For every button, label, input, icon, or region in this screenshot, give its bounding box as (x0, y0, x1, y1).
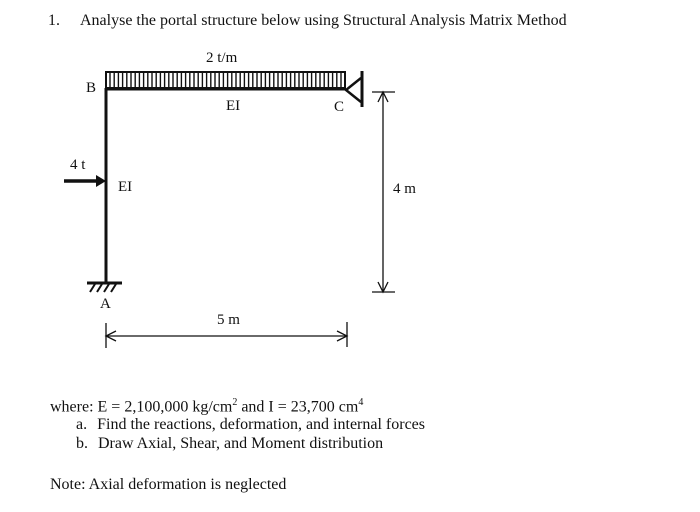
note: Note: Axial deformation is neglected (50, 476, 287, 493)
question-number: 1. (48, 12, 60, 29)
height-dimension (372, 92, 395, 292)
given-values: where: E = 2,100,000 $kg/cm^2$ and I = 23,700 $cm^4$ (50, 397, 364, 416)
fixed-support-a (87, 283, 122, 292)
load-label: 2 t/m (206, 50, 238, 66)
node-a-label: A (100, 296, 111, 312)
point-load-label: 4 t (70, 157, 86, 173)
node-c-label: C (334, 99, 345, 115)
point-load-arrow (64, 175, 106, 187)
task-a: a. Find the reactions, deformation, and internal forces (76, 416, 425, 433)
roller-support-c (346, 71, 362, 107)
height-label: 4 m (393, 181, 416, 197)
distributed-load (106, 72, 345, 88)
column-ei-label: EI (118, 179, 133, 195)
node-b-label: B (86, 80, 97, 96)
task-b: b. Draw Axial, Shear, and Moment distribution (76, 435, 384, 452)
span-label: 5 m (217, 312, 240, 328)
beam-ei-label: EI (226, 98, 241, 114)
question-text: Analyse the portal structure below using Structural Analysis Matrix Method (80, 12, 567, 29)
